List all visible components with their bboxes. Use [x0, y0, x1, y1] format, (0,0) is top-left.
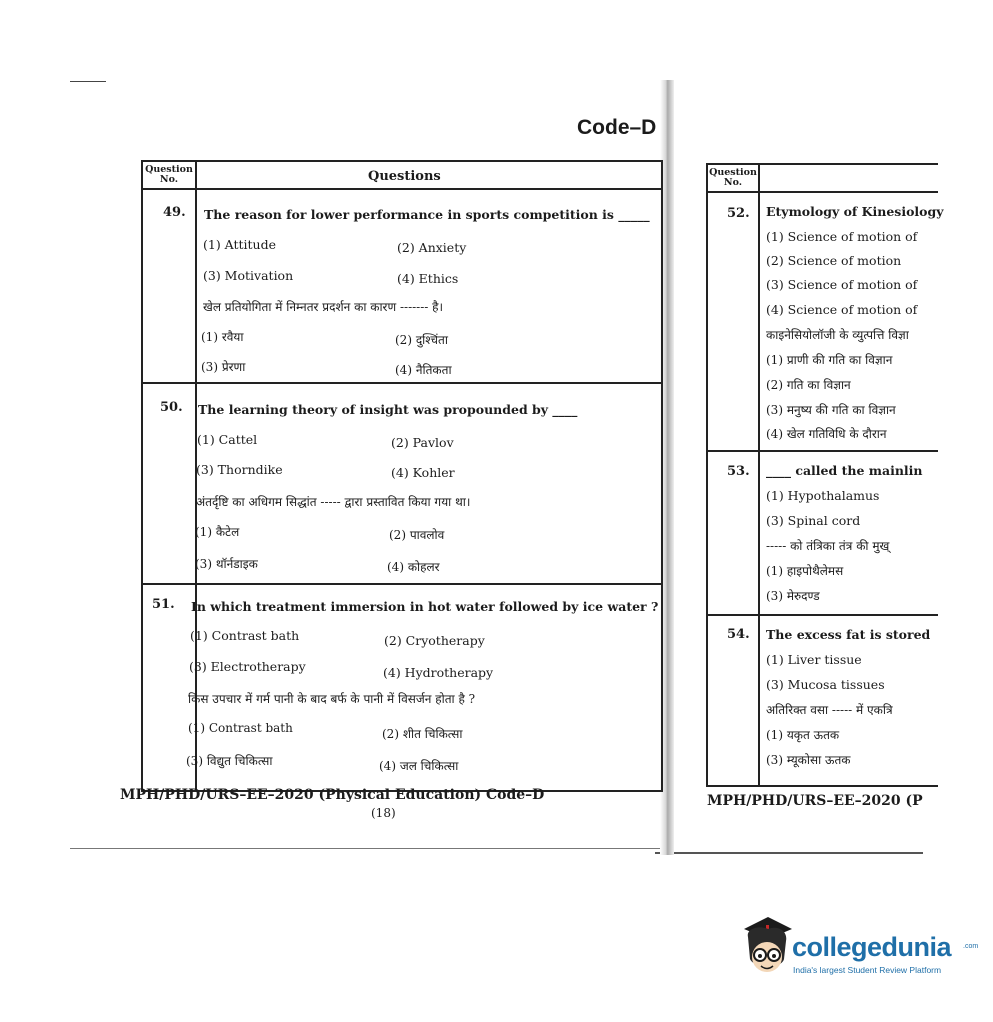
scan-line-top — [70, 81, 106, 82]
column-header-question-no: Question No. — [709, 167, 757, 188]
collegedunia-logo — [738, 915, 978, 985]
option-hindi: (1) रवैया — [201, 330, 244, 344]
option: (1) Hypothalamus — [766, 488, 880, 503]
question-number: 51. — [152, 597, 175, 612]
option: (2) Anxiety — [397, 240, 467, 255]
option: (3) Science of motion of — [766, 277, 918, 292]
paper-code: Code–D — [577, 116, 657, 139]
option-hindi: (4) नैतिकता — [395, 363, 452, 377]
page-footer-right: MPH/PHD/URS–EE–2020 (P — [707, 793, 923, 809]
option-hindi: (3) मनुष्य की गति का विज्ञान — [766, 403, 896, 417]
option-hindi: (2) शीत चिकित्सा — [382, 727, 463, 741]
scan-line-bottom-right — [655, 852, 923, 854]
option: (1) Attitude — [203, 237, 277, 252]
option: (1) Science of motion of — [766, 229, 918, 244]
page-footer-left: MPH/PHD/URS–EE–2020 (Physical Education) Code–D — [120, 787, 545, 803]
question-text-hindi: काइनेसियोलॉजी के व्युत्पत्ति विज्ञा — [766, 328, 909, 342]
question-text: Etymology of Kinesiology — [766, 204, 944, 219]
option-hindi: (1) कैटेल — [195, 525, 240, 539]
mascot-icon — [738, 915, 794, 981]
option: (4) Hydrotherapy — [383, 665, 494, 680]
option: (3) Motivation — [203, 268, 294, 283]
option: (3) Spinal cord — [766, 513, 861, 528]
question-number: 53. — [727, 464, 750, 479]
row-separator — [143, 382, 661, 384]
option-hindi: (3) थॉर्नडाइक — [195, 557, 258, 571]
brand-suffix: .com — [963, 943, 979, 950]
option-hindi: (3) विद्युत चिकित्सा — [186, 754, 273, 768]
question-number: 52. — [727, 206, 750, 221]
option: (3) Mucosa tissues — [766, 677, 885, 692]
question-text: The reason for lower performance in sports competition is _____ — [204, 207, 650, 222]
option: (2) Science of motion — [766, 253, 902, 268]
question-table-right — [706, 163, 944, 787]
question-number: 49. — [163, 205, 186, 220]
option: (4) Science of motion of — [766, 302, 918, 317]
question-text-hindi: अंतर्दृष्टि का अधिगम सिद्धांत ----- द्वारा प्रस्तावित किया गया था। — [196, 495, 471, 509]
column-header-question-no: Question No. — [145, 164, 193, 185]
column-header-questions: Questions — [368, 169, 441, 184]
option: (1) Contrast bath — [190, 628, 300, 643]
option: (3) Electrotherapy — [189, 659, 306, 674]
brand-tagline: India's largest Student Review Platform — [793, 965, 942, 975]
option: (2) Pavlov — [391, 435, 454, 450]
option-hindi: (1) हाइपोथैलेमस — [766, 564, 844, 578]
option: (1) Liver tissue — [766, 652, 862, 667]
question-text: The learning theory of insight was propounded by ____ — [198, 402, 578, 417]
question-text-hindi: अतिरिक्त वसा ----- में एकत्रि — [766, 703, 893, 717]
option-hindi: (2) पावलोव — [389, 528, 445, 542]
option-hindi: (1) Contrast bath — [188, 721, 293, 735]
scan-line-bottom-left — [70, 848, 660, 849]
question-text-hindi: किस उपचार में गर्म पानी के बाद बर्फ के पानी में विसर्जन होता है ? — [188, 692, 476, 706]
option-hindi: (1) यकृत ऊतक — [766, 728, 840, 742]
question-text: The excess fat is stored — [766, 627, 931, 642]
option: (1) Cattel — [197, 432, 258, 447]
question-number: 50. — [160, 400, 183, 415]
question-text: ____ called the mainlin — [766, 463, 923, 478]
row-separator — [708, 450, 938, 452]
option-hindi: (4) खेल गतिविधि के दौरान — [766, 427, 887, 441]
question-table-left — [141, 160, 663, 792]
question-text: In which treatment immersion in hot water followed by ice water ? — [191, 599, 659, 614]
option: (4) Ethics — [397, 271, 459, 286]
option-hindi: (2) दुश्चिंता — [395, 333, 448, 347]
brand-name: collegedunia — [792, 932, 952, 962]
question-text-hindi: खेल प्रतियोगिता में निम्नतर प्रदर्शन का कारण ------- है। — [203, 300, 444, 314]
option-hindi: (3) म्यूकोसा ऊतक — [766, 753, 851, 767]
option: (2) Cryotherapy — [384, 633, 485, 648]
question-text-hindi: ----- को तंत्रिका तंत्र की मुख् — [766, 539, 890, 553]
row-separator — [708, 614, 938, 616]
option-hindi: (2) गति का विज्ञान — [766, 378, 851, 392]
page-number: (18) — [371, 806, 396, 820]
option-hindi: (3) मेरुदण्ड — [766, 589, 820, 603]
question-number: 54. — [727, 627, 750, 642]
option-hindi: (3) प्रेरणा — [201, 360, 246, 374]
option-hindi: (4) जल चिकित्सा — [379, 759, 459, 773]
option-hindi: (1) प्राणी की गति का विज्ञान — [766, 353, 893, 367]
option: (3) Thorndike — [196, 462, 283, 477]
option-hindi: (4) कोहलर — [387, 560, 440, 574]
option: (4) Kohler — [391, 465, 455, 480]
row-separator — [143, 583, 661, 585]
